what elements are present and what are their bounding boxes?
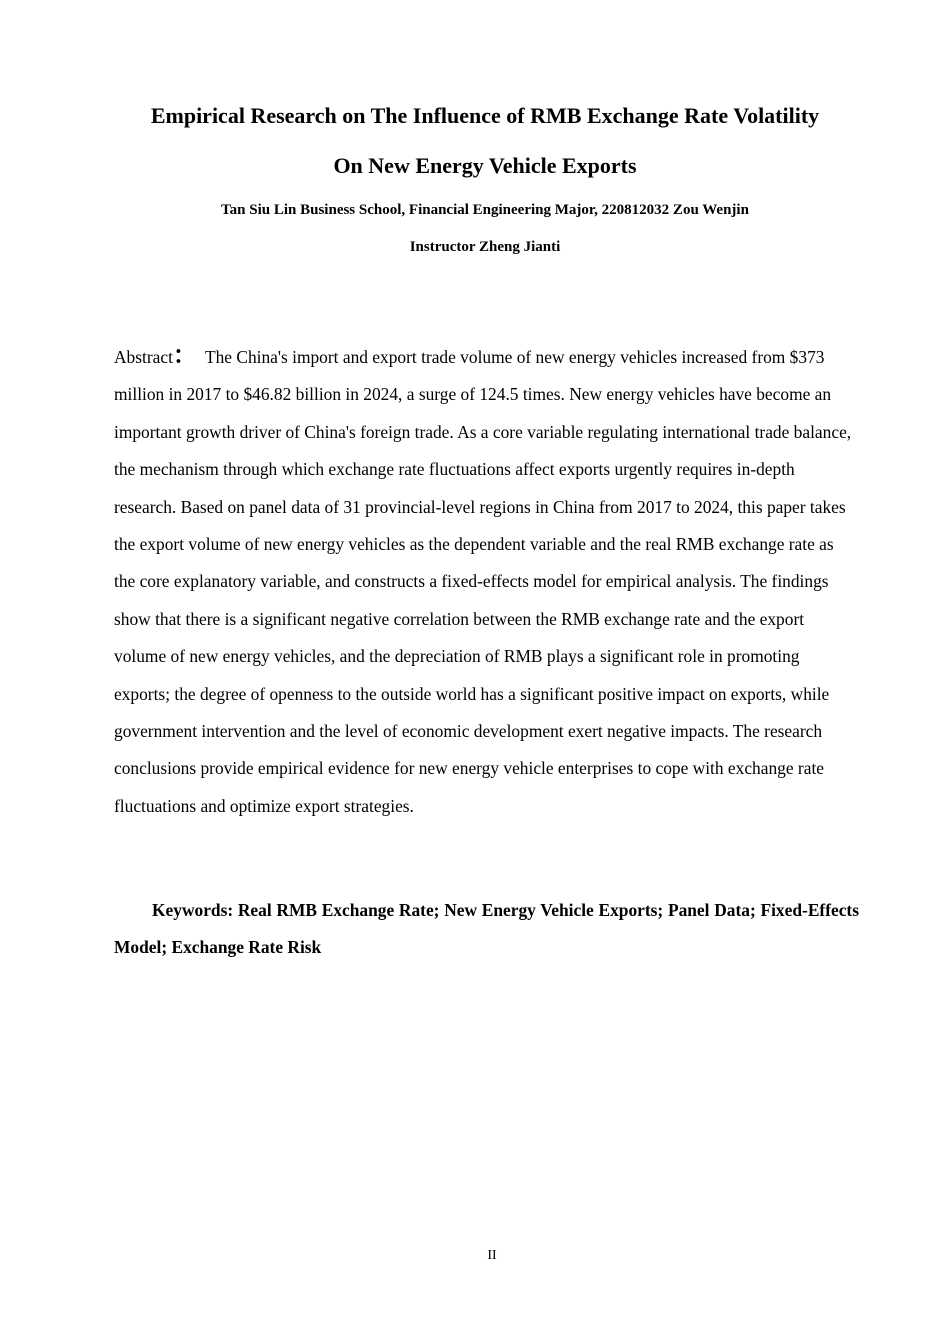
page-number: II — [487, 1248, 497, 1263]
paper-title-line-1: Empirical Research on The Influence of RMB Exchange Rate Volatility — [150, 103, 820, 128]
abstract-paragraph — [114, 338, 859, 825]
abstract-colon: ： — [172, 343, 197, 369]
paper-title-line-2: On New Energy Vehicle Exports — [333, 153, 637, 178]
instructor-line: Instructor Zheng Jianti — [409, 239, 561, 255]
keywords: Keywords: Real RMB Exchange Rate; New Energy Vehicle Exports; Panel Data; Fixed-Effects Model; Exchange Rate Risk — [114, 900, 859, 957]
author-line: Tan Siu Lin Business School, Financial Engineering Major, 220812032 Zou Wenjin — [221, 202, 749, 218]
abstract-text: The China's import and export trade volume of new energy vehicles increased from $373 million in 2017 to $46.82 billion in 2024, a surge of 124.5 times. New energy vehicles have become an important growth driver of China's foreign trade. As a core variable regulating international trade balance, the mechanism through which exchange rate fluctuations affect exports urgently requires in-depth research. Based on panel data of 31 provincial-level regions in China from 2017 to 2024, this paper takes the export volume of new energy vehicles as the dependent variable and the real RMB exchange rate as the core explanatory variable, and constructs a fixed-effects model for empirical analysis. The findings show that there is a significant negative correlation between the RMB exchange rate and the export volume of new energy vehicles, and the depreciation of RMB plays a significant role in promoting exports; the degree of openness to the outside world has a significant positive impact on exports, while government intervention and the level of economic development exert negative impacts. The research conclusions provide empirical evidence for new energy vehicle enterprises to cope with exchange rate fluctuations and optimize export strategies. — [114, 347, 852, 816]
abstract-label: Abstract — [114, 347, 173, 367]
